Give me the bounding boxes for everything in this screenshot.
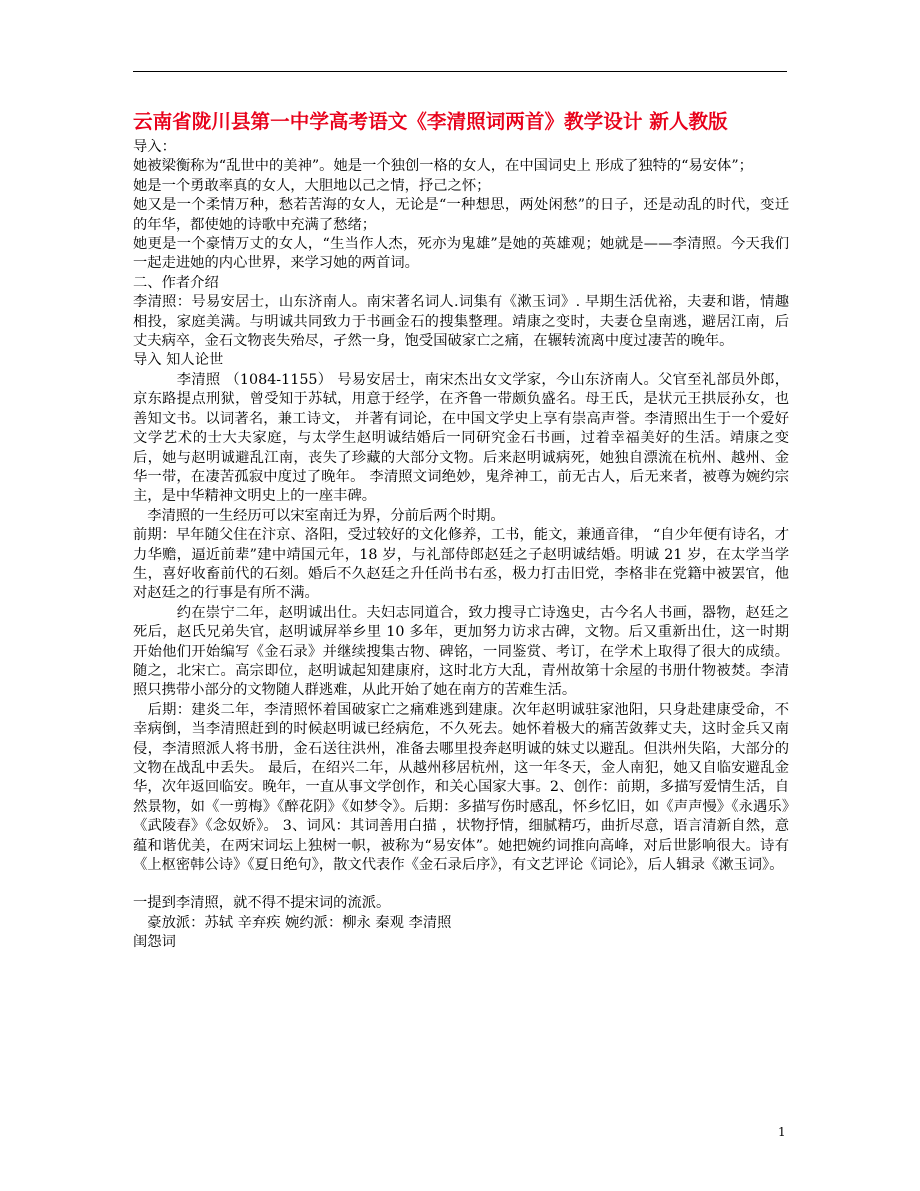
paragraph: 李清照 （1084-1155） 号易安居士，南宋杰出女文学家，今山东济南人。父官至礼部员外郎，京东路提点刑狱，曾受知于苏轼，用意于经学，在齐鲁一带颇负盛名。母王氏，是状元王拱辰孙女，也善知文书。以词著名，兼工诗文， 并著有词论，在中国文学史上享有崇高声誉。李清照出生于一个爱好文学艺术的士大夫家庭，与太学生赵明诚结婚后一同研究金石书画，过着幸福美好的生活。靖康之变后，她与赵明诚避乱江南，丧失了珍藏的大部分文物。后来赵明诚病死，她独自漂流在杭州、越州、金华一带，在凄苦孤寂中度过了晚年。 李清照文词绝妙，鬼斧神工，前无古人，后无来者，被尊为婉约宗主，是中华精神文明史上的一座丰碑。 — [133, 371, 789, 505]
document-title: 云南省陇川县第一中学高考语文《李清照词两首》教学设计 新人教版 — [133, 110, 728, 133]
blank-line — [133, 875, 789, 894]
section-heading: 导入 知人论世 — [133, 352, 224, 369]
paragraph: 前期：早年随父住在汴京、洛阳，受过较好的文化修养，工书，能文，兼通音律， “自少年便有诗名，才力华赡，逼近前辈”建中靖国元年，18 岁，与礼部侍郎赵廷之子赵明诚结婚。明诚 21 岁，在太学当学生，喜好收畜前代的石刻。婚后不久赵廷之升任尚书右丞，极力打击旧党，李格非在党籍中被罢官，他对赵廷之的行事是有所不满。 — [133, 527, 789, 602]
paragraph: 李清照：号易安居士，山东济南人。南宋著名词人.词集有《漱玉词》. 早期生活优裕，夫妻和谐，情趣相投，家庭美满。与明诚共同致力于书画金石的搜集整理。靖康之变时，夫妻仓皇南逃，避居江南，后丈夫病卒，金石文物丧失殆尽，孑然一身，饱受国破家亡之痛，在辗转流离中度过凄苦的晚年。 — [133, 294, 789, 350]
paragraph: 她是一个勇敢率真的女人，大胆地以己之情，抒己之怀； — [133, 177, 491, 194]
paragraph: 一提到李清照，就不得不提宋词的流派。 — [133, 895, 391, 912]
paragraph: 她又是一个柔情万种，愁若苦海的女人，无论是“一种想思，两处闲愁”的日子，还是动乱的时代，变迁的年华，都使她的诗歌中充满了愁绪； — [133, 197, 789, 233]
paragraph: 她被梁衡称为“乱世中的美神”。她是一个独创一格的女人，在中国词史上 形成了独特的“易安体”； — [133, 158, 753, 175]
paragraph: 约在崇宁二年，赵明诚出仕。夫妇志同道合，致力搜寻亡诗逸史，古今名人书画，器物，赵廷之死后，赵氏兄弟失官，赵明诚屏举乡里 10 多年，更加努力访求古碑，文物。后又重新出仕，这一时期开始他们开始编写《金石录》并继续搜集古物、碑铭，一同鉴赏、考订，在学术上取得了很大的成绩。随之，北宋亡。高宗即位，赵明诚起知建康府，这时北方大乱，青州故第十余屋的书册什物被焚。李清照只携带小部分的文物随人群逃难，从此开始了她在南方的苦难生活。 — [133, 604, 789, 699]
paragraph: 后期：建炎二年，李清照怀着国破家亡之痛难逃到建康。次年赵明诚驻家池阳，只身赴建康受命，不幸病倒，当李清照赶到的时候赵明诚已经病危，不久死去。她怀着极大的痛苦敛葬丈夫，这时金兵又南侵，李清照派人将书册，金石送往洪州，准备去哪里投奔赵明诚的妹丈以避乱。但洪州失陷，大部分的文物在战乱中丢失。 最后，在绍兴二年，从越州移居杭州，这一年冬天，金人南犯，她又自临安避乱金华，次年返回临安。晚年，一直从事文学创作，和关心国家大事。2、创作：前期，多描写爱情生活，自然景物，如《一剪梅》《醉花阴》《如梦令》。后期：多描写伤时感乱，怀乡忆旧，如《声声慢》《永遇乐》《武陵春》《念奴娇》。 3、词风：其词善用白描 ，状物抒情，细腻精巧，曲折尽意，语言清新自然，意蕴和谐优美，在两宋词坛上独树一帜，被称为“易安体”。她把婉约词推向高峰，对后世影响很大。诗有《上枢密韩公诗》《夏日绝句》，散文代表作《金石录后序》，有文艺评论《词论》，后人辑录《漱玉词》。 — [133, 701, 789, 874]
paragraph: 李清照的一生经历可以宋室南迁为界，分前后两个时期。 — [133, 507, 505, 524]
page-number: 1 — [778, 1125, 786, 1139]
paragraph: 导入： — [133, 139, 176, 155]
paragraph: 她更是一个豪情万丈的女人，“生当作人杰，死亦为鬼雄”是她的英雄观；她就是——李清照。今天我们一起走进她的内心世界，来学习她的两首词。 — [133, 236, 789, 272]
document-body — [133, 138, 789, 953]
paragraph: 闺怨词 — [133, 934, 176, 951]
section-heading: 二、作者介绍 — [133, 274, 219, 291]
header-rule — [133, 71, 787, 72]
paragraph: 豪放派：苏轼 辛弃疾 婉约派：柳永 秦观 李清照 — [133, 914, 452, 931]
